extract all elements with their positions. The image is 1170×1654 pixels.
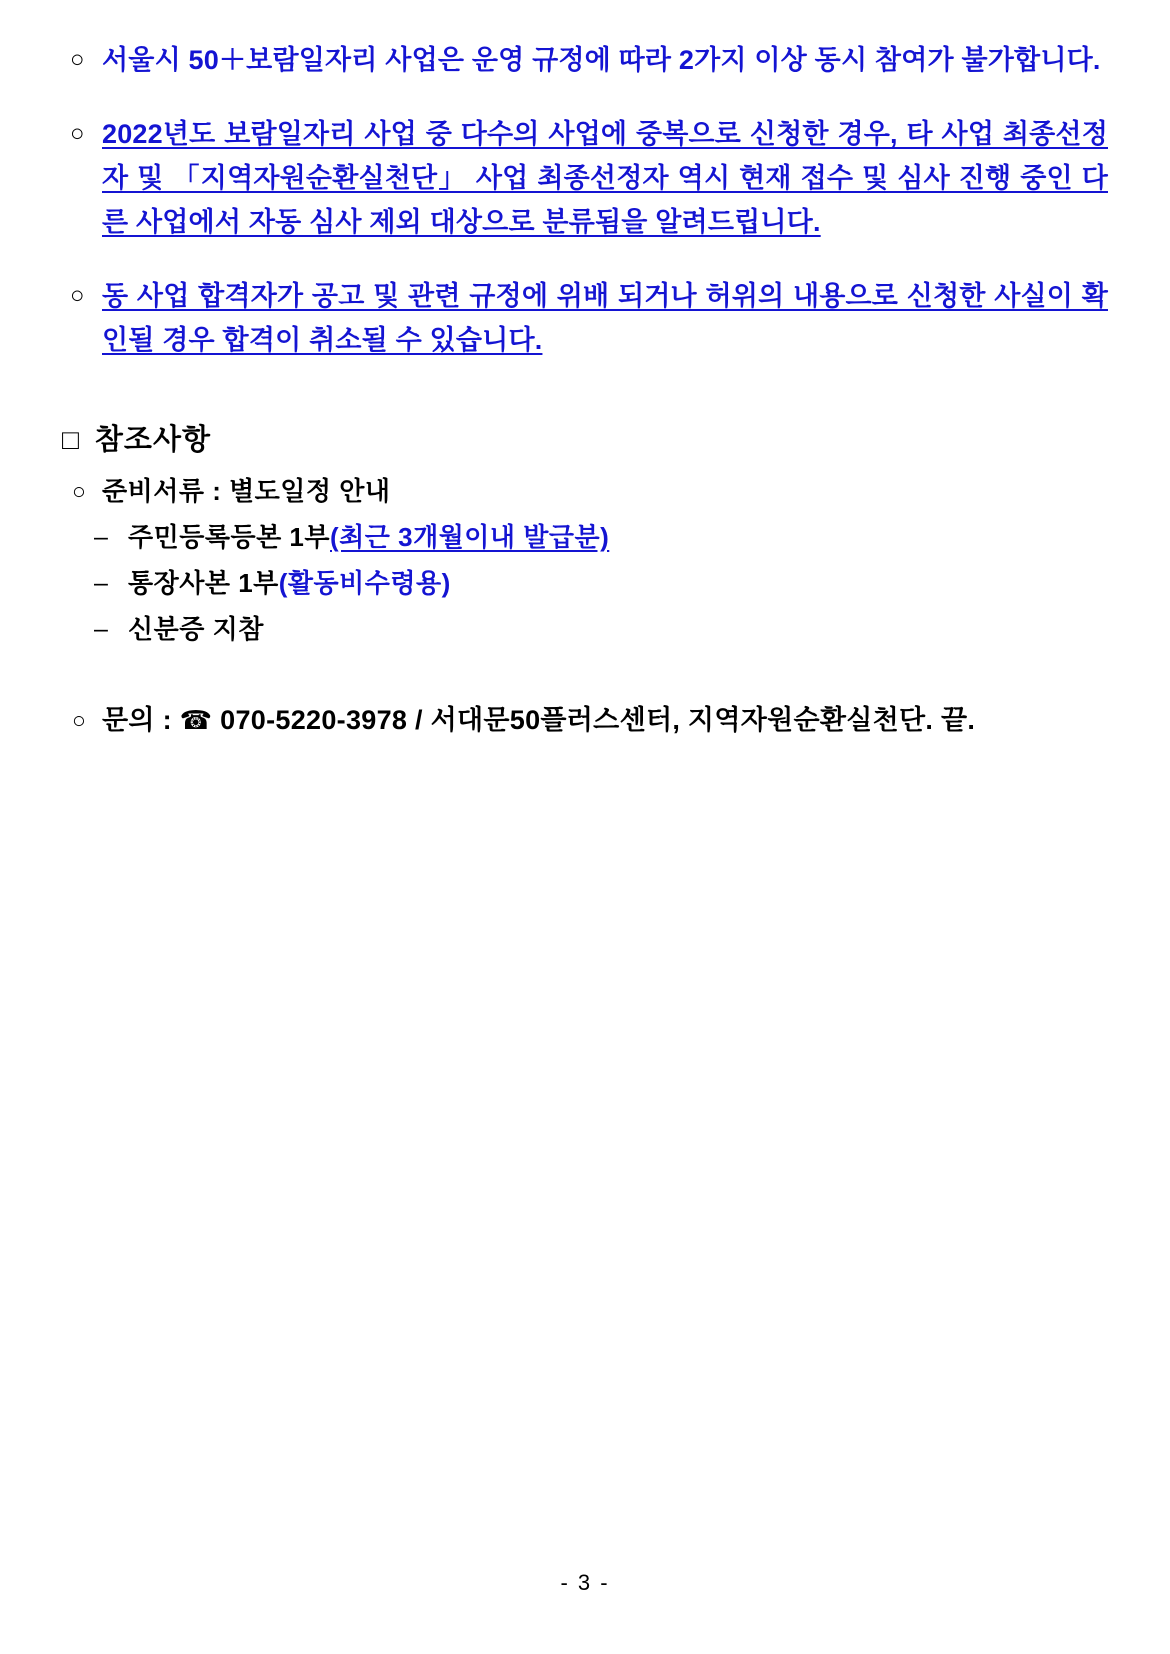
notice-item-2: [62, 112, 1108, 244]
contact-label: 문의 :: [102, 705, 180, 735]
sub-item-text: [128, 564, 451, 602]
contact-phone-number: [212, 705, 220, 735]
circle-bullet-icon: ○: [70, 46, 85, 73]
sub-item-label: 신분증 지참: [128, 614, 264, 644]
circle-bullet-icon: ○: [70, 120, 85, 147]
sub-item-label: 통장사본 1부: [128, 568, 279, 598]
contact-text: [102, 700, 975, 740]
sub-item-emphasis: (활동비수령용): [278, 568, 451, 598]
sub-item-text: [128, 518, 609, 556]
contact-organization: 서대문50플러스센터, 지역자원순환실천단.: [430, 705, 934, 735]
document-sub-item-id-card: [62, 610, 1108, 648]
contact-separator: /: [407, 705, 431, 735]
document-sub-item-resident-registration: [62, 518, 1108, 556]
square-bullet-icon: □: [62, 424, 79, 455]
contact-phone: 070-5220-3978: [220, 705, 408, 735]
dash-bullet-icon: –: [94, 615, 108, 643]
dash-bullet-icon: –: [94, 569, 108, 597]
reference-item-label: 준비서류 : 별도일정 안내: [102, 476, 391, 506]
section-title: 참조사항: [94, 424, 211, 456]
reference-item-documents: [62, 472, 1108, 510]
sub-item-text: [128, 610, 264, 648]
circle-bullet-icon: ○: [70, 282, 85, 309]
contact-end-mark: 끝.: [940, 705, 976, 735]
notice-text-1: 서울시 50＋보람일자리 사업은 운영 규정에 따라 2가지 이상 동시 참여가 불가합니다.: [102, 45, 1101, 75]
sub-item-emphasis: (최근 3개월이내 발급분): [330, 522, 610, 552]
circle-bullet-icon: ○: [72, 478, 86, 504]
notice-item-1: [62, 38, 1108, 82]
page-number: - 3 -: [560, 1570, 610, 1595]
notice-text-2: 2022년도 보람일자리 사업 중 다수의 사업에 중복으로 신청한 경우, 타 사업 최종선정자 및 「지역자원순환실천단」 사업 최종선정자 역시 현재 접수 및 심사 진행 중인 다른 사업에서 자동 심사 제외 대상으로 분류됨을 알려드립니다.: [102, 119, 1108, 237]
contact-spacer: [933, 705, 941, 735]
contact-item: [62, 700, 1108, 740]
page-footer: [0, 1570, 1170, 1596]
dash-bullet-icon: –: [94, 523, 108, 551]
reference-section-heading: [62, 420, 1108, 460]
telephone-icon: ☎: [179, 705, 213, 735]
notice-text-3: 동 사업 합격자가 공고 및 관련 규정에 위배 되거나 허위의 내용으로 신청한 사실이 확인될 경우 합격이 취소될 수 있습니다.: [102, 281, 1108, 355]
notice-item-3: [62, 274, 1108, 362]
circle-bullet-icon: ○: [72, 707, 86, 733]
sub-item-label: 주민등록등본 1부: [128, 522, 330, 552]
document-sub-item-bankbook-copy: [62, 564, 1108, 602]
